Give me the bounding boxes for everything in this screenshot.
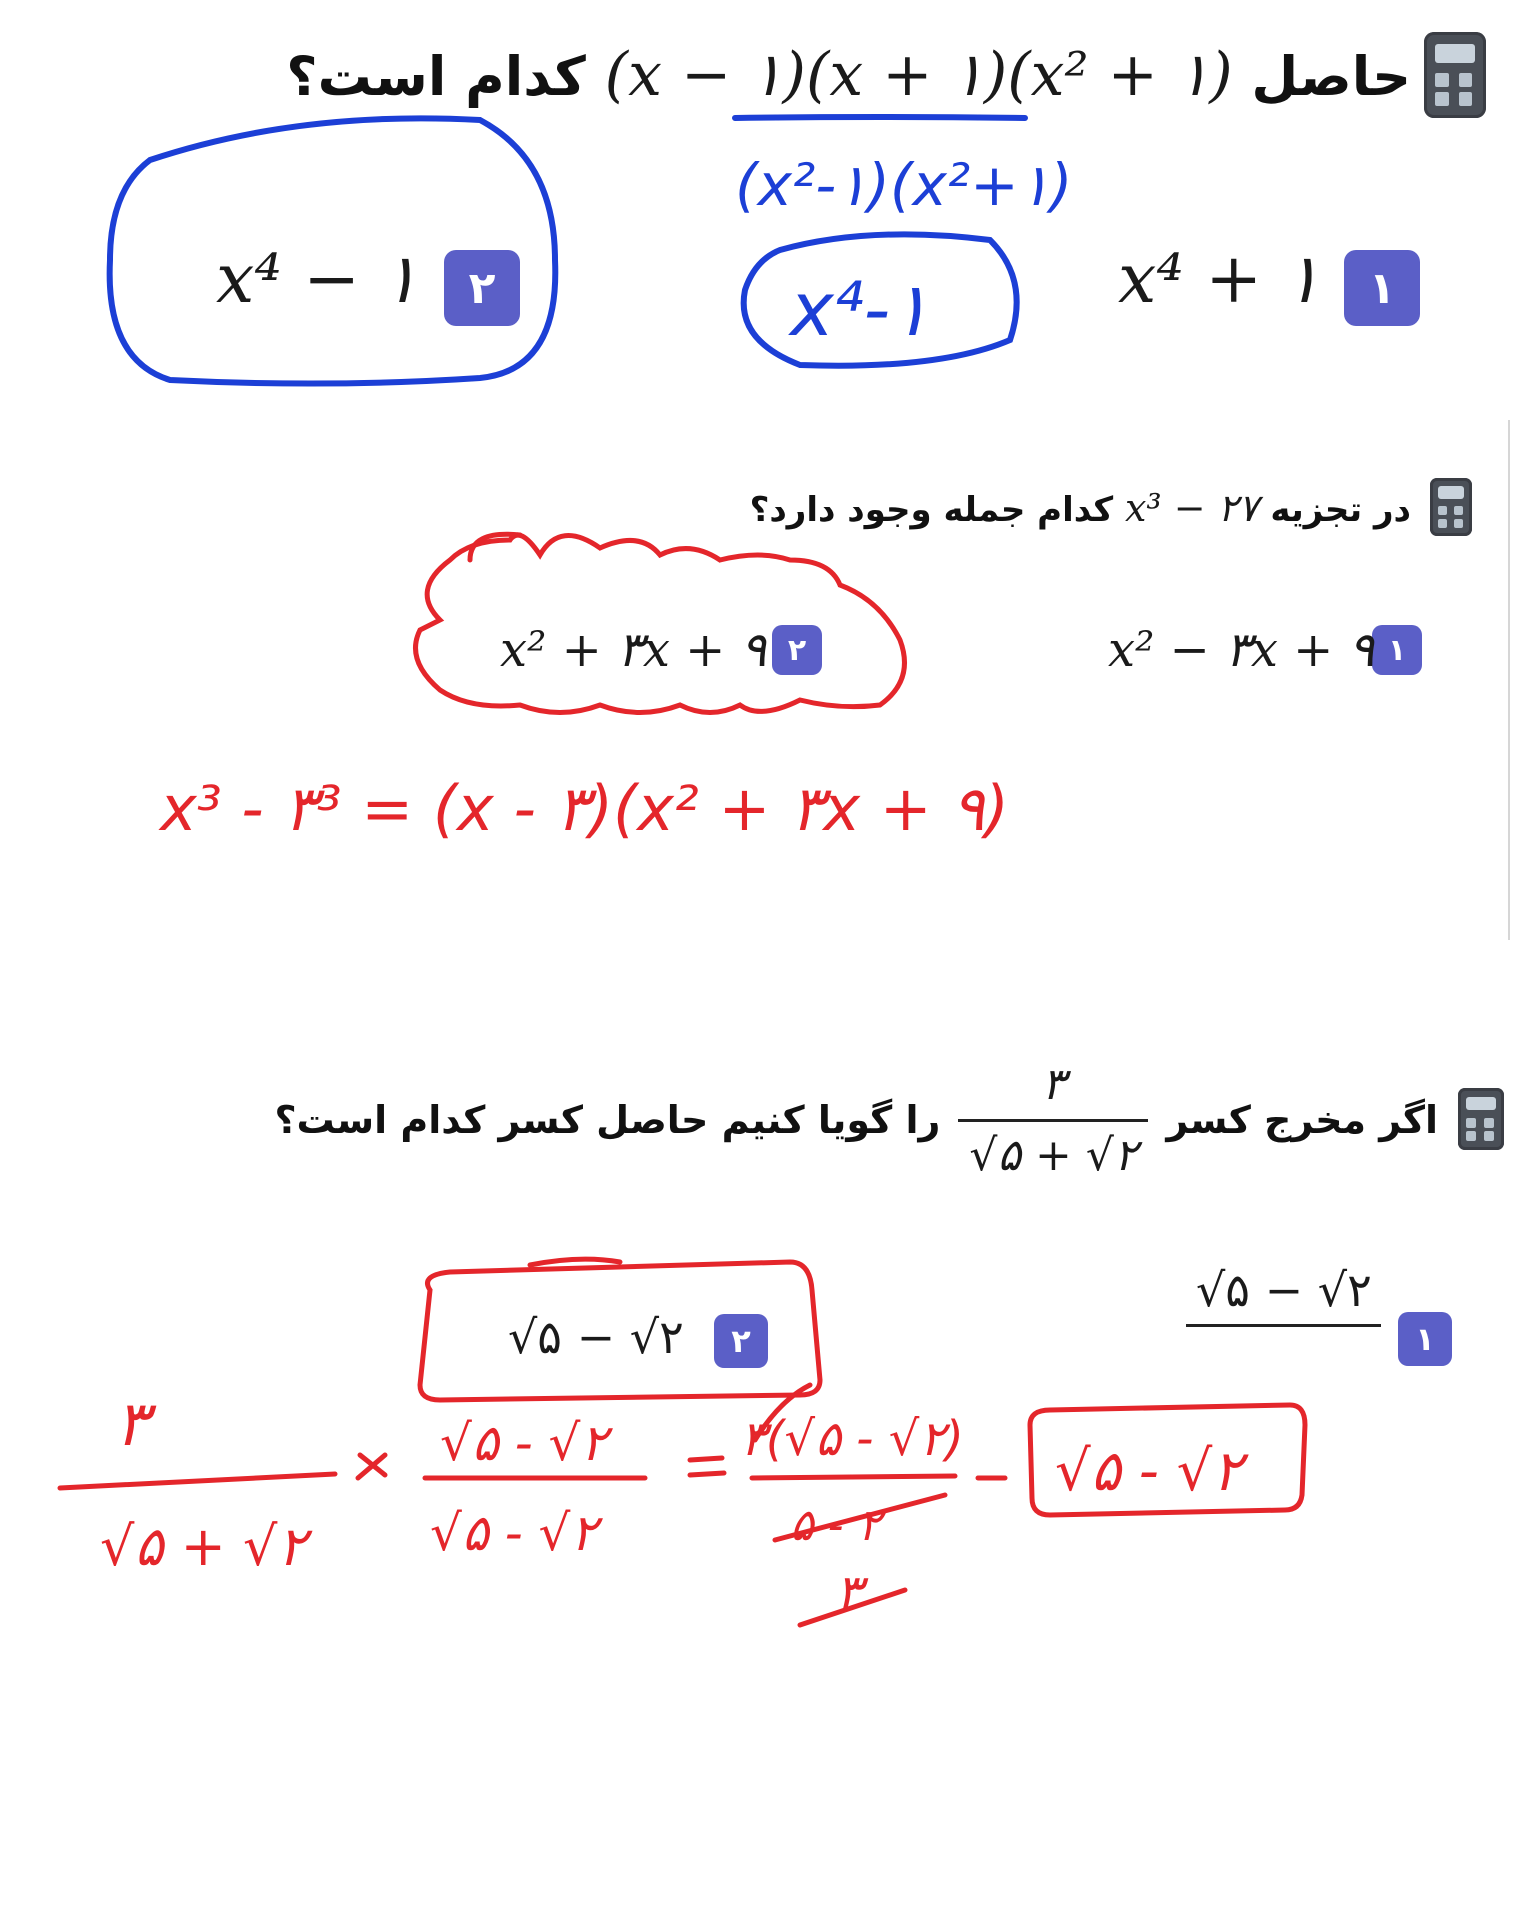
- question-2-suffix: کدام جمله وجود دارد؟: [749, 490, 1114, 530]
- question-3-fraction-numerator: ۳: [1041, 1058, 1066, 1110]
- question-1-prefix: حاصل: [1251, 45, 1411, 108]
- q3-eq1: [690, 1458, 724, 1475]
- question-2-option-1[interactable]: x² − ۳x + ۹: [1108, 622, 1375, 678]
- question-1-option-1[interactable]: x⁴ + ۱: [1118, 240, 1321, 319]
- q3-step1-num: ۳: [115, 1387, 149, 1460]
- question-3-fraction-denominator: √۵ + √۲: [969, 1129, 1138, 1181]
- q3-step2-num: √۵ - √۲: [440, 1414, 608, 1472]
- question-3-option-1-numerator: √۵ − √۲: [1196, 1263, 1372, 1317]
- q1-hand-line1: (x²-۱)(x²+۱): [735, 151, 1073, 219]
- question-2-option-2-badge[interactable]: ۲: [772, 625, 822, 675]
- question-2-option-1-badge[interactable]: ۱: [1372, 625, 1422, 675]
- q3-overline: [530, 1259, 620, 1265]
- question-3-option-1-denominator: ۳: [1271, 1334, 1297, 1388]
- q3-times: [358, 1455, 385, 1478]
- question-2-prefix: در تجزیه: [1270, 490, 1411, 530]
- q3-step3-num: ۳(√۵ - √۲): [740, 1411, 964, 1467]
- question-2-option-2[interactable]: x² + ۳x + ۹: [500, 622, 767, 678]
- question-1-option-2[interactable]: x⁴ − ۱: [216, 240, 419, 319]
- question-2-expression: x³ − ۲۷: [1125, 486, 1259, 530]
- q3-step1-den: √۵ + √۲: [100, 1515, 307, 1578]
- q3-frac3-bar: [752, 1476, 955, 1478]
- q3-step2-den: √۵ - √۲: [430, 1504, 598, 1562]
- q3-step3-den: ۵ - ۲: [790, 1500, 882, 1551]
- question-1-expression: (x − ۱)(x + ۱)(x² + ۱): [604, 40, 1233, 110]
- question-3-suffix: را گویا کنیم حاصل کسر کدام است؟: [274, 1098, 941, 1142]
- q3-result: √۵ - √۲: [1055, 1439, 1243, 1504]
- question-3-prefix: اگر مخرج کسر: [1166, 1098, 1438, 1142]
- question-1-suffix: کدام است؟: [286, 45, 586, 108]
- q1-hand-line2: x⁴-۱: [790, 267, 930, 353]
- question-3-option-1-badge[interactable]: ۱: [1398, 1312, 1452, 1366]
- question-3-option-2-badge[interactable]: ۲: [714, 1314, 768, 1368]
- q2-hand-line1: x³ - ۳³ = (x - ۳)(x² + ۳x + ۹): [160, 772, 1009, 845]
- question-1-option-1-badge[interactable]: ۱: [1344, 250, 1420, 326]
- question-3-option-2[interactable]: √۵ − √۲: [508, 1310, 684, 1364]
- question-1-option-2-badge[interactable]: ۲: [444, 250, 520, 326]
- q3-option2-box: [420, 1262, 820, 1400]
- q3-frac1-bar: [60, 1474, 335, 1488]
- q3-step3-den2: ۳: [835, 1564, 862, 1622]
